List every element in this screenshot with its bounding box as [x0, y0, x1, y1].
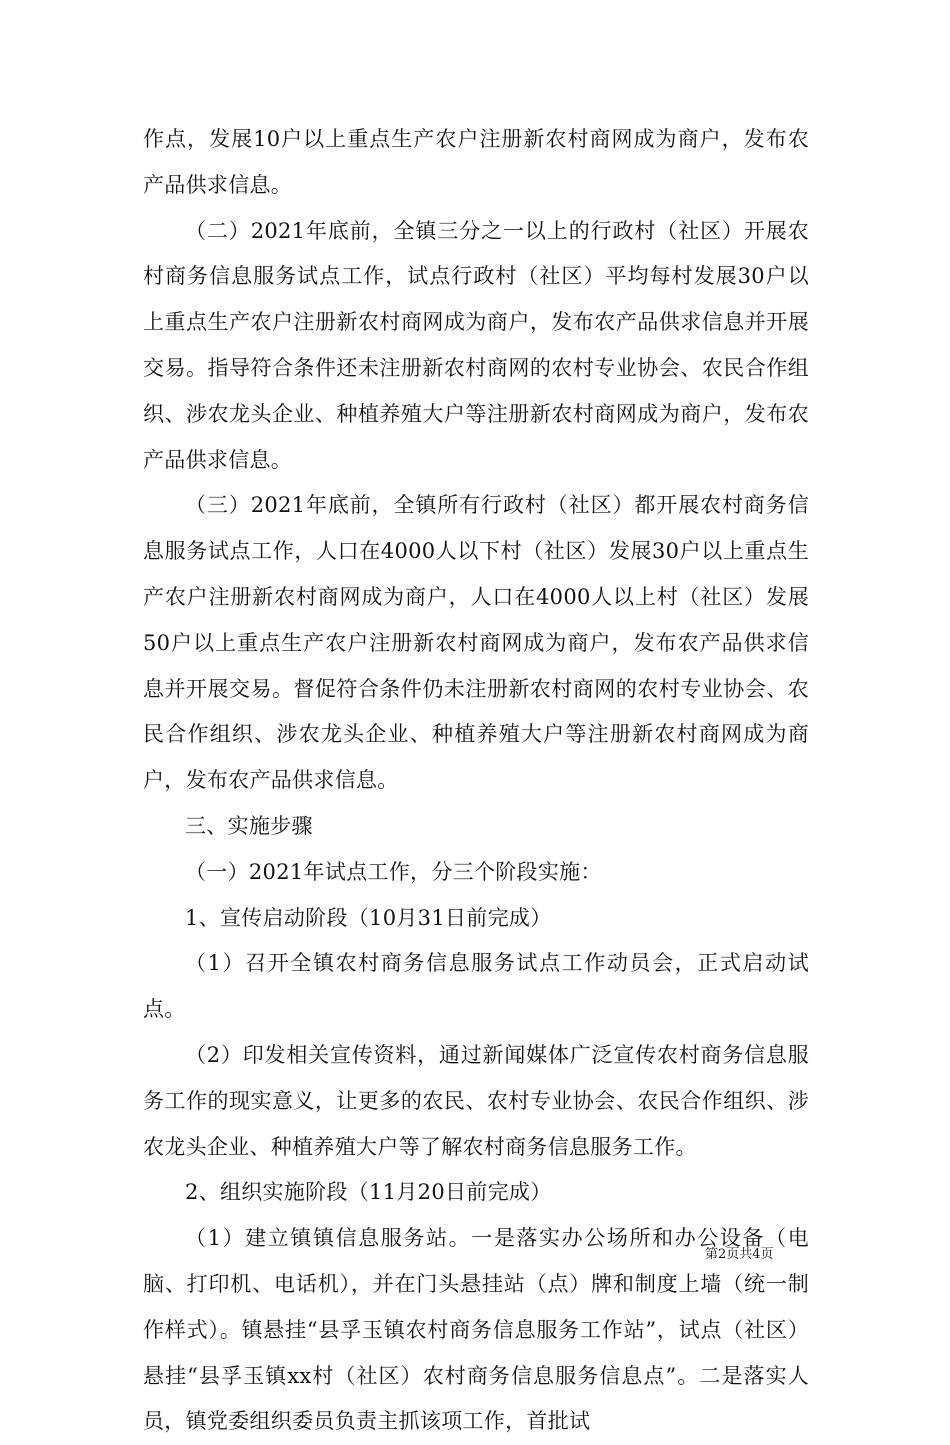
page-number: 第2页共4页 — [705, 1247, 774, 1262]
stage-heading-2: 2、组织实施阶段（11月20日前完成） — [185, 1180, 552, 1205]
subsection-heading-1: （一）2021年试点工作，分三个阶段实施： — [185, 859, 602, 884]
paragraph-1: 作点，发展10户以上重点生产农户注册新农村商网成为商户，发布农产品供求信息。 — [143, 127, 809, 197]
section-heading-3: 三、实施步骤 — [185, 813, 313, 838]
paragraph-6: （1）建立镇镇信息服务站。一是落实办公场所和办公设备（电脑、打印机、电话机），并在门头悬挂站（点）牌和制度上墙（统一制作样式）。镇悬挂“县孚玉镇农村商务信息服务工作站”，试点（社区）悬挂“县孚玉镇xx村（社区）农村商务信息服务信息点”。二是落实人员，镇党委组织委员负责主抓该项工作，首批试 — [143, 1226, 809, 1434]
stage-heading-1: 1、宣传启动阶段（10月31日前完成） — [185, 905, 552, 930]
paragraph-4: （1）召开全镇农村商务信息服务试点工作动员会，正式启动试点。 — [143, 951, 809, 1022]
paragraph-3: （三）2021年底前，全镇所有行政村（社区）都开展农村商务信息服务试点工作，人口在4000人以下村（社区）发展30户以上重点生产农户注册新农村商网成为商户，人口在4000人以上村（社区）发展50户以上重点生产农户注册新农村商网成为商户，发布农产品供求信息并开展交易。督促符合条件仍未注册新农村商网的农村专业协会、农民合作组织、涉农龙头企业、种植养殖大户等注册新农村商网成为商户，发布农产品供求信息。 — [143, 493, 809, 793]
paragraph-2: （二）2021年底前，全镇三分之一以上的行政村（社区）开展农村商务信息服务试点工作，试点行政村（社区）平均每村发展30户以上重点生产农户注册新农村商网成为商户，发布农产品供求信息并开展交易。指导符合条件还未注册新农村商网的农村专业协会、农民合作组织、涉农龙头企业、种植养殖大户等注册新农村商网成为商户，发布农产品供求信息。 — [143, 218, 809, 472]
paragraph-5: （2）印发相关宣传资料，通过新闻媒体广泛宣传农村商务信息服务工作的现实意义，让更多的农民、农村专业协会、农民合作组织、涉农龙头企业、种植养殖大户等了解农村商务信息服务工作。 — [143, 1042, 809, 1159]
